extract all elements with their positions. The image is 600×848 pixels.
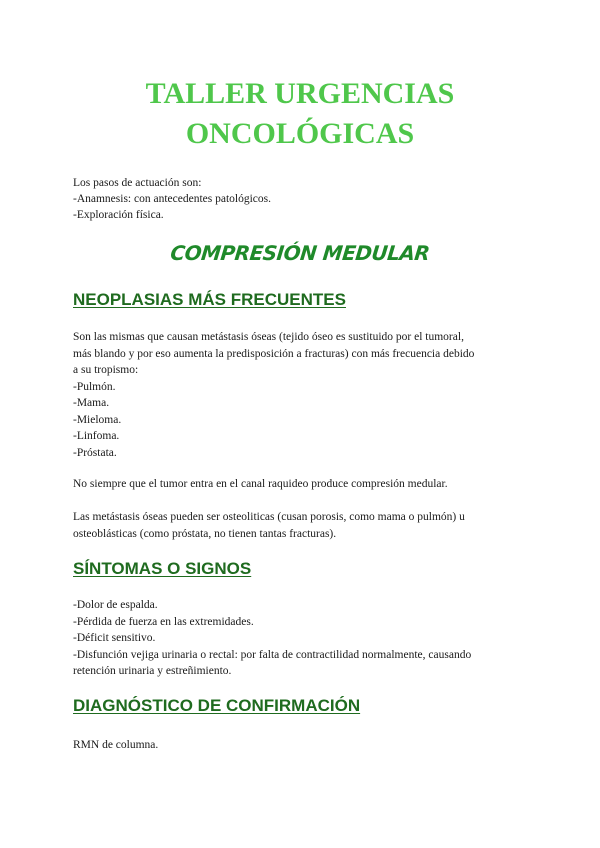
- neoplasia-item: -Mama.: [73, 397, 110, 409]
- sintoma-item: -Déficit sensitivo.: [73, 632, 156, 644]
- neoplasias-heading: NEOPLASIAS MÁS FRECUENTES: [73, 290, 346, 309]
- diagnostico-line: RMN de columna.: [73, 739, 159, 751]
- diagnostico-text: [73, 737, 533, 754]
- neoplasias-intro-line: a su tropismo:: [73, 364, 139, 376]
- section-title: COMPRESIÓN MEDULAR: [169, 241, 431, 265]
- neoplasias-intro-line: más blando y por eso aumenta la predisposición a fracturas) con más frecuencia debido: [73, 347, 475, 360]
- intro-paragraph: [73, 175, 533, 223]
- canal-note-line: No siempre que el tumor entra en el canal raquideo produce compresión medular.: [73, 478, 448, 490]
- intro-line: Los pasos de actuación son:: [73, 177, 202, 189]
- sintoma-item: -Disfunción vejiga urinaria o rectal: por falta de contractilidad normalmente, causando: [73, 648, 472, 661]
- sintoma-item: -Dolor de espalda.: [73, 599, 158, 611]
- document-title: [0, 74, 600, 154]
- canal-note: [73, 476, 533, 493]
- neoplasias-intro-line: Son las mismas que causan metástasis óseas (tejido óseo es sustituido por el tumoral,: [73, 331, 464, 343]
- intro-line: -Exploración física.: [73, 209, 164, 221]
- intro-line: -Anamnesis: con antecedentes patológicos.: [73, 193, 271, 205]
- metastasis-paragraph: [73, 509, 533, 542]
- sintoma-item: -Pérdida de fuerza en las extremidades.: [73, 615, 254, 628]
- neoplasia-item: -Pulmón.: [73, 380, 116, 393]
- metastasis-line: osteoblásticas (como próstata, no tienen tantas fracturas).: [73, 527, 337, 540]
- document-title-line-1: TALLER URGENCIAS: [145, 77, 455, 110]
- neoplasia-item: -Mieloma.: [73, 413, 122, 426]
- document-title-line-2: ONCOLÓGICAS: [185, 117, 415, 150]
- neoplasias-intro: [73, 329, 533, 461]
- sintoma-item: retención urinaria y estreñimiento.: [73, 665, 232, 677]
- sintomas-heading: SÍNTOMAS O SIGNOS: [73, 559, 252, 578]
- sintomas-list: [73, 597, 533, 680]
- diagnostico-heading: DIAGNÓSTICO DE CONFIRMACIÓN: [73, 696, 361, 715]
- neoplasia-item: -Próstata.: [73, 446, 117, 459]
- neoplasia-item: -Linfoma.: [73, 430, 120, 442]
- metastasis-line: Las metástasis óseas pueden ser osteoliticas (cusan porosis, como mama o pulmón) u: [73, 511, 465, 523]
